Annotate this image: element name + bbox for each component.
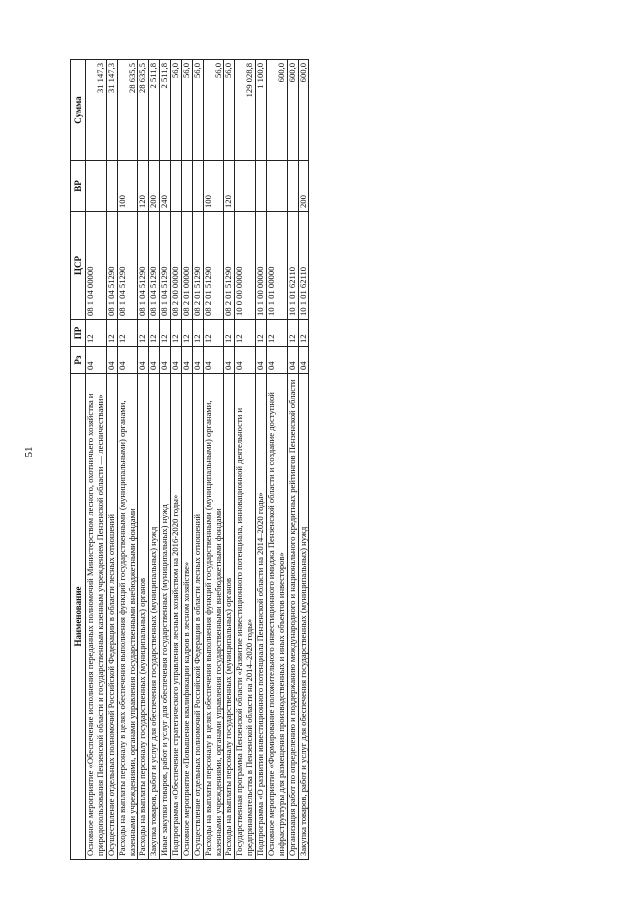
table-row [266,60,287,860]
row-vr-cell [171,161,182,212]
row-rz-cell: 04 [171,347,182,374]
row-csr-cell: 10 1 00 00000 [256,212,267,320]
table-header-row [71,60,86,860]
table-row [106,60,117,860]
page-number: 51 [23,446,35,458]
row-name-cell: Расходы на выплаты персоналу в целях обеспечения выполнения функций государственными (муниципальными) органами, казенными учреждениями, органами управления государственными внебюджетными фондами [203,374,224,860]
table-row [203,60,224,860]
row-name-cell: Закупка товаров, работ и услуг для обеспечения государственных (муниципальных) нужд [149,374,160,860]
table-row [181,60,192,860]
row-csr-cell: 08 1 04 51290 [117,212,138,320]
row-rz-cell: 04 [266,347,287,374]
row-vr-cell: 100 [203,161,224,212]
row-sum-cell: 1 100,0 [256,60,267,161]
row-name-cell: Государственная программа Пензенской области «Развитие инвестиционного потенциала, инновационной деятельности и предпринимательства в Пензенской области на 2014–2020 годы» [235,374,256,860]
header-pr: ПР [71,320,86,347]
row-pr-cell: 12 [149,320,160,347]
row-pr-cell: 12 [138,320,149,347]
table-row [192,60,203,860]
row-sum-cell: 28 635,5 [138,60,149,161]
row-rz-cell: 04 [203,347,224,374]
row-sum-cell: 31 147,3 [86,60,107,161]
row-name-cell: Осуществление отдельных полномочий Российской Федерации в области лесных отношений [192,374,203,860]
row-vr-cell: 100 [117,161,138,212]
row-vr-cell [86,161,107,212]
table-row [224,60,235,860]
budget-table [70,59,309,860]
row-rz-cell: 04 [287,347,298,374]
header-csr: ЦСР [71,212,86,320]
row-rz-cell: 04 [224,347,235,374]
row-pr-cell: 12 [287,320,298,347]
row-rz-cell: 04 [149,347,160,374]
row-name-cell: Иные закупки товаров, работ и услуг для обеспечения государственных (муниципальных) нужд [160,374,171,860]
row-sum-cell: 56,0 [171,60,182,161]
table-row [298,60,309,860]
row-rz-cell: 04 [298,347,309,374]
row-sum-cell: 56,0 [224,60,235,161]
row-name-cell: Подпрограмма «Обеспечение стратегического управления лесным хозяйством на 2016-2020 годы» [171,374,182,860]
row-pr-cell: 12 [86,320,107,347]
table-row [149,60,160,860]
row-rz-cell: 04 [117,347,138,374]
row-csr-cell: 08 2 01 00000 [181,212,192,320]
row-pr-cell: 12 [160,320,171,347]
row-csr-cell: 10 0 00 00000 [235,212,256,320]
row-sum-cell: 28 635,5 [117,60,138,161]
row-pr-cell: 12 [298,320,309,347]
table-row [160,60,171,860]
table-row [256,60,267,860]
row-vr-cell: 200 [298,161,309,212]
row-name-cell: Подпрограмма «О развитии инвестиционного потенциала Пензенской области на 2014–2020 годы» [256,374,267,860]
row-csr-cell: 10 1 01 62110 [298,212,309,320]
row-pr-cell: 12 [117,320,138,347]
row-name-cell: Организация работ по определению и поддержанию международного и национального кредитных рейтингов Пензенской области [287,374,298,860]
table-row [138,60,149,860]
row-rz-cell: 04 [106,347,117,374]
row-pr-cell: 12 [192,320,203,347]
row-csr-cell: 10 1 01 00000 [266,212,287,320]
row-csr-cell: 08 1 04 00000 [86,212,107,320]
row-vr-cell [235,161,256,212]
row-sum-cell: 56,0 [203,60,224,161]
row-csr-cell: 08 2 01 51290 [203,212,224,320]
header-sum: Сумма [71,60,86,161]
header-name: Наименование [71,374,86,860]
row-vr-cell: 120 [138,161,149,212]
row-csr-cell: 08 2 01 51290 [192,212,203,320]
row-rz-cell: 04 [181,347,192,374]
row-pr-cell: 12 [266,320,287,347]
row-pr-cell: 12 [256,320,267,347]
row-name-cell: Расходы на выплаты персоналу государственных (муниципальных) органов [224,374,235,860]
row-rz-cell: 04 [192,347,203,374]
table-row [287,60,298,860]
rotated-table-container [70,60,605,860]
row-vr-cell [192,161,203,212]
row-name-cell: Закупка товаров, работ и услуг для обеспечения государственных (муниципальных) нужд [298,374,309,860]
row-vr-cell [106,161,117,212]
row-sum-cell: 56,0 [192,60,203,161]
row-vr-cell [266,161,287,212]
table-row [117,60,138,860]
row-name-cell: Расходы на выплаты персоналу государственных (муниципальных) органов [138,374,149,860]
row-vr-cell [256,161,267,212]
row-csr-cell: 10 1 01 62110 [287,212,298,320]
row-sum-cell: 129 028,8 [235,60,256,161]
row-csr-cell: 08 1 04 51290 [160,212,171,320]
row-csr-cell: 08 1 04 51290 [106,212,117,320]
row-vr-cell: 240 [160,161,171,212]
row-csr-cell: 08 1 04 51290 [149,212,160,320]
row-rz-cell: 04 [160,347,171,374]
row-rz-cell: 04 [138,347,149,374]
row-sum-cell: 600,0 [298,60,309,161]
row-csr-cell: 08 2 00 00000 [171,212,182,320]
header-vr: ВР [71,161,86,212]
row-name-cell: Осуществление отдельных полномочий Российской Федерации в области лесных отношений [106,374,117,860]
row-rz-cell: 04 [256,347,267,374]
row-pr-cell: 12 [106,320,117,347]
row-vr-cell [287,161,298,212]
row-sum-cell: 2 511,8 [160,60,171,161]
table-row [235,60,256,860]
row-vr-cell: 120 [224,161,235,212]
table-row [86,60,107,860]
row-vr-cell: 200 [149,161,160,212]
row-sum-cell: 600,0 [266,60,287,161]
row-rz-cell: 04 [235,347,256,374]
row-pr-cell: 12 [235,320,256,347]
row-csr-cell: 08 2 01 51290 [224,212,235,320]
row-sum-cell: 56,0 [181,60,192,161]
table-row [171,60,182,860]
row-csr-cell: 08 1 04 51290 [138,212,149,320]
row-pr-cell: 12 [203,320,224,347]
row-sum-cell: 31 147,3 [106,60,117,161]
row-vr-cell [181,161,192,212]
row-sum-cell: 600,0 [287,60,298,161]
row-pr-cell: 12 [171,320,182,347]
row-pr-cell: 12 [181,320,192,347]
row-pr-cell: 12 [224,320,235,347]
row-sum-cell: 2 511,8 [149,60,160,161]
row-name-cell: Основное мероприятие «Повышение квалификации кадров в лесном хозяйстве» [181,374,192,860]
row-rz-cell: 04 [86,347,107,374]
header-rz: Рз [71,347,86,374]
row-name-cell: Основное мероприятие «Формирование положительного инвестиционного имиджа Пензенской области и создание доступной инфраструктуры для размещения производственных и иных объектов инвесторов» [266,374,287,860]
row-name-cell: Основное мероприятие «Обеспечение исполнения переданных полномочий Министерством лесного, охотничьего хозяйства и природопользования Пензенской области и государственным казенным учреждением Пензенской области — лесничествами» [86,374,107,860]
row-name-cell: Расходы на выплаты персоналу в целях обеспечения выполнения функций государственными (муниципальными) органами, казенными учреждениями, органами управления государственными внебюджетными фондами [117,374,138,860]
